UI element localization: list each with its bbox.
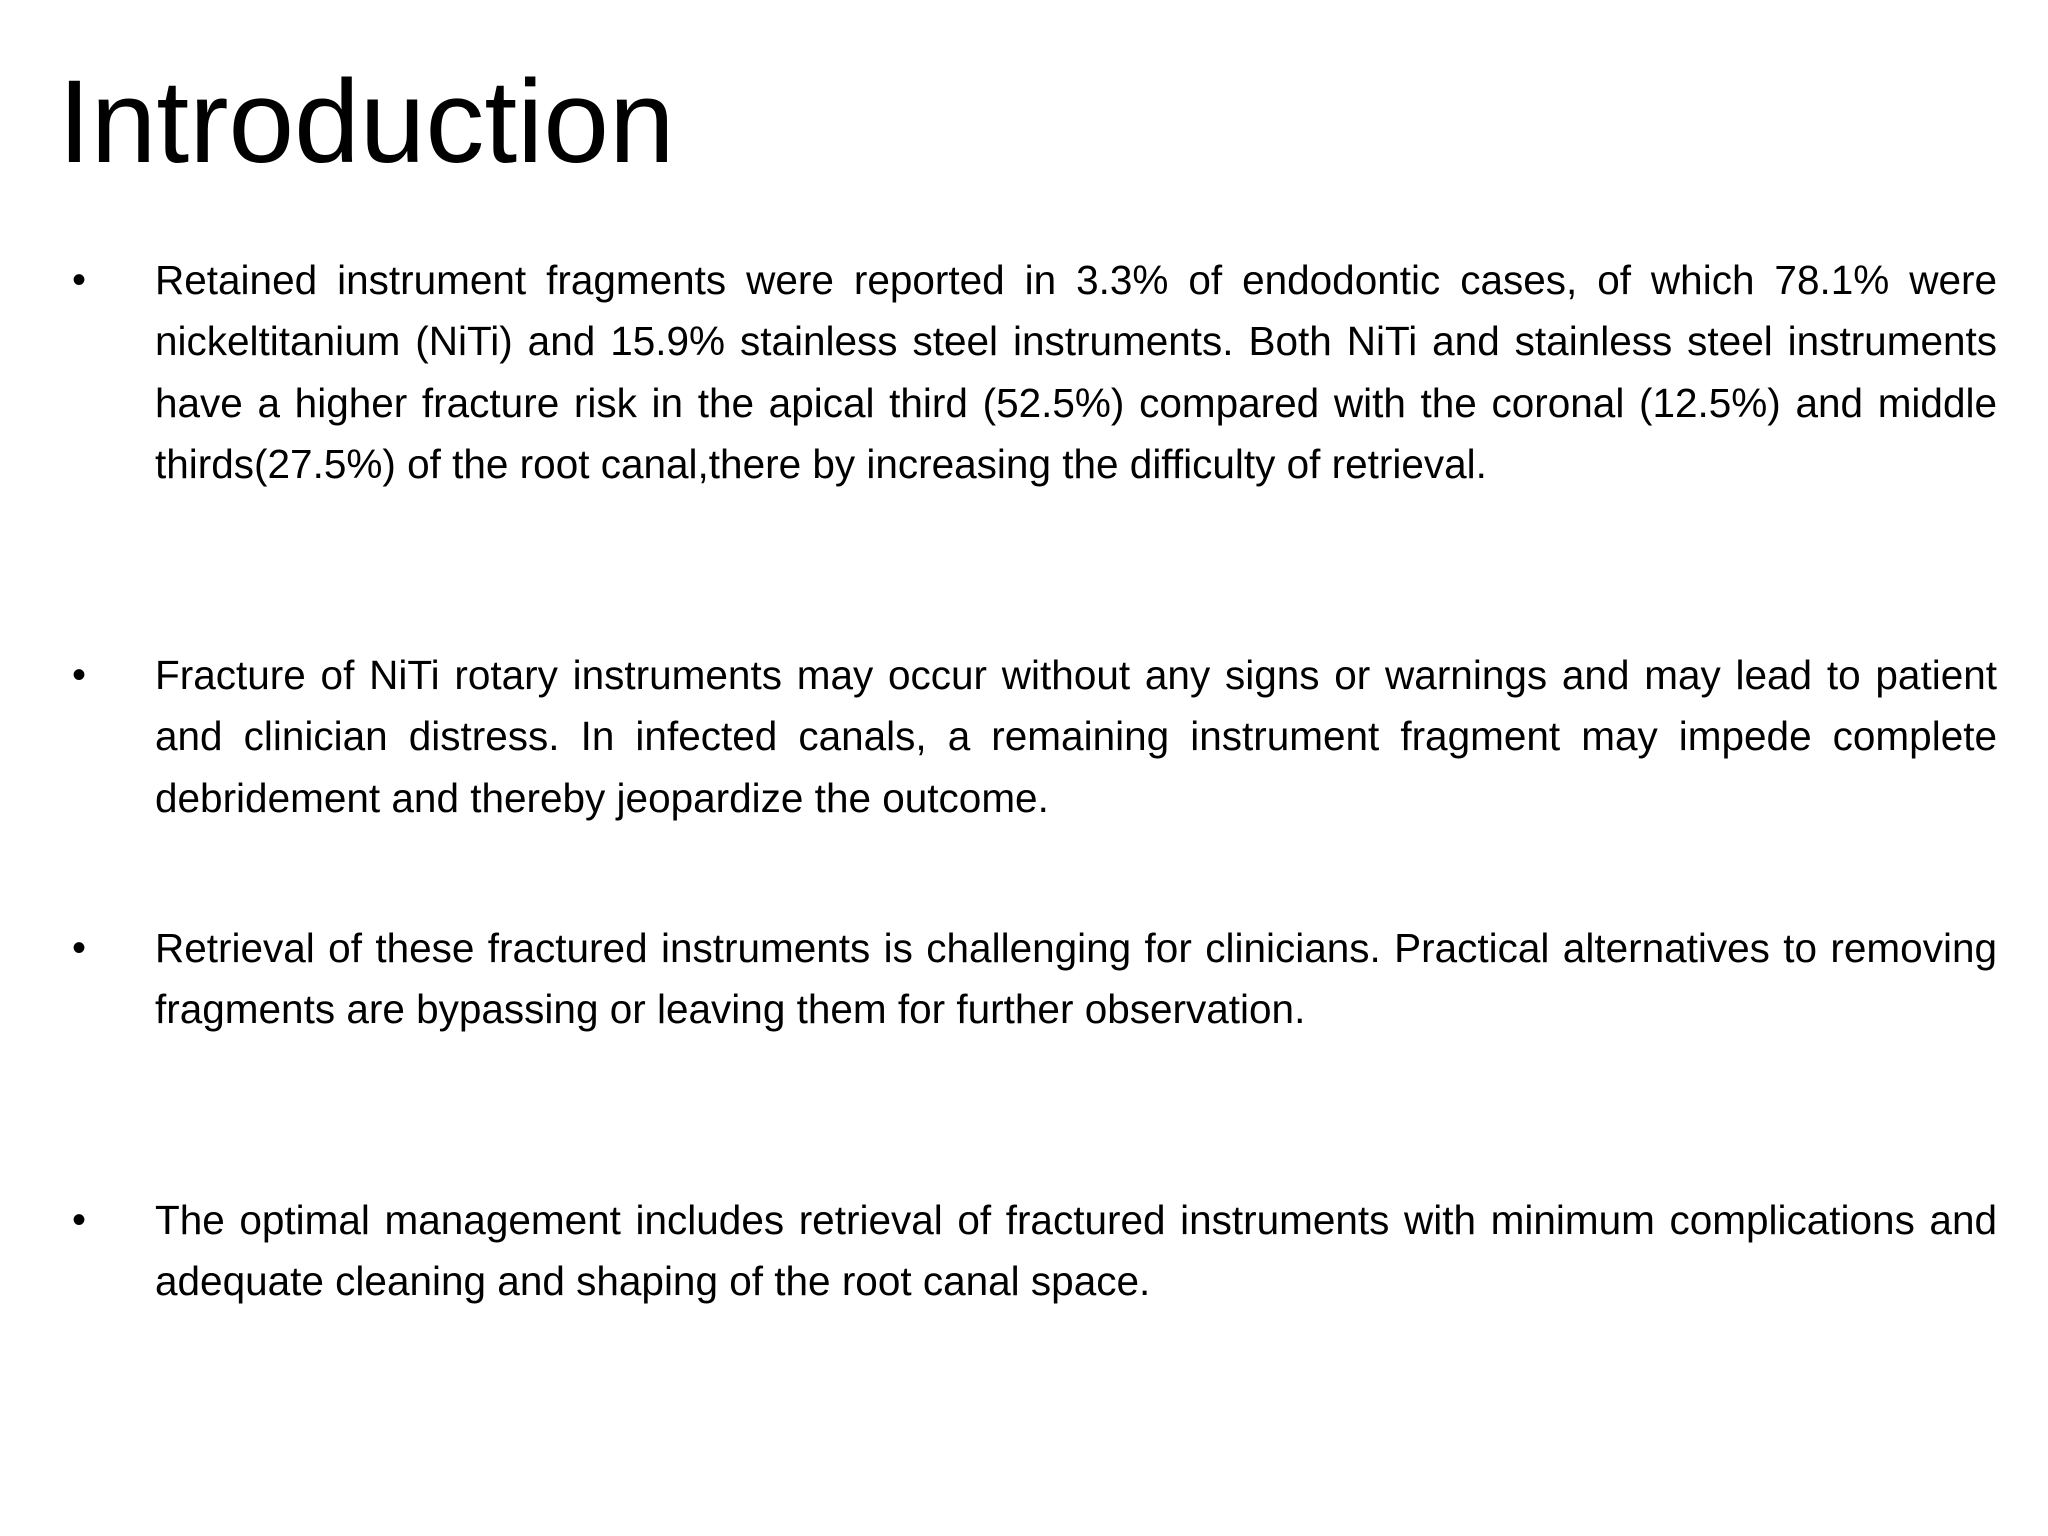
bullet-icon: • [72,653,87,697]
bullet-text: Retrieval of these fractured instruments is challenging for clinicians. Practical alternatives to removing fragments are bypassing or leaving them for further observation. [155,925,1997,1033]
bullet-icon: • [72,258,87,302]
bullet-icon: • [72,926,87,970]
bullet-text: Fracture of NiTi rotary instruments may occur without any signs or warnings and may lead to patient and clinician distress. In infected canals, a remaining instrument fragment may impede complete debridement and thereby jeopardize the outcome. [155,652,1997,821]
slide-title: Introduction [58,56,675,188]
bullet-text: Retained instrument fragments were reported in 3.3% of endodontic cases, of which 78.1% were nickeltitanium (NiTi) and 15.9% stainless steel instruments. Both NiTi and stainless steel instruments have a higher fracture risk in the apical third (52.5%) compared with the coronal (12.5%) and middle thirds(27.5%) of the root canal,there by increasing the difficulty of retrieval. [155,257,1997,488]
bullet-text: The optimal management includes retrieval of fractured instruments with minimum complications and adequate cleaning and shaping of the root canal space. [155,1197,1997,1305]
bullet-icon: • [72,1198,87,1242]
